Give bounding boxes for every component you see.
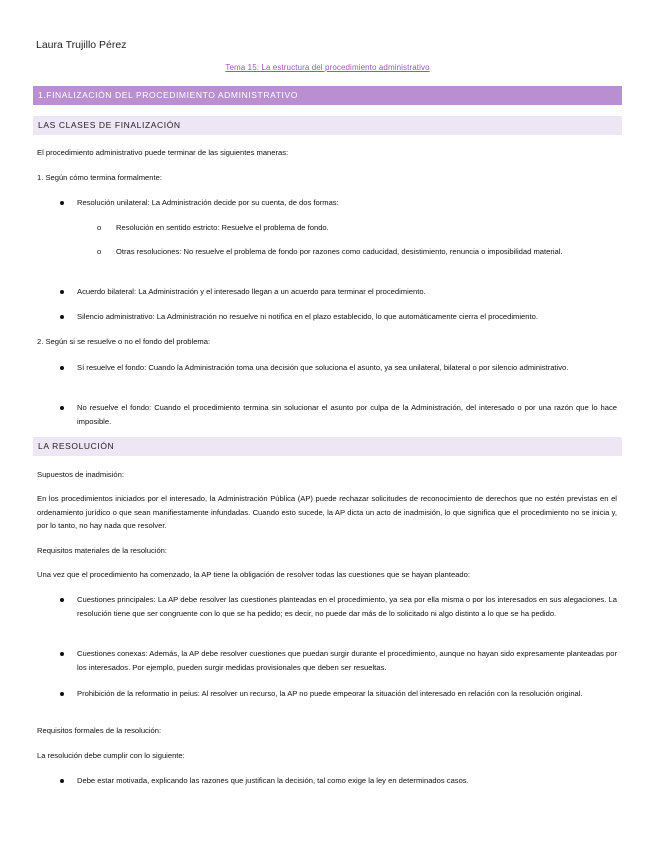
- bullet-no-resuelve: No resuelve el fondo: Cuando el procedimiento termina sin solucionar el asunto por culpa de la Administración, del interesado o por una razón que lo hace imposible.: [77, 403, 617, 426]
- bullet-icon: [60, 692, 64, 696]
- bullet-bilateral: Acuerdo bilateral: La Administración y el interesado llegan a un acuerdo para terminar el procedimiento.: [77, 287, 426, 296]
- bullet-icon: [60, 652, 64, 656]
- bullet-icon: [60, 779, 64, 783]
- sub-bullet-otras: Otras resoluciones: No resuelve el problema de fondo por razones como caducidad, desistimiento, renuncia o imposibilidad material.: [116, 247, 563, 256]
- document-title-link[interactable]: Tema 15: La estructura del procedimiento administrativo: [225, 63, 430, 72]
- bullet-reformatio: Prohibición de la reformatio in peius: Al resolver un recurso, la AP no puede empeorar la situación del interesado en relación con la resolución original.: [77, 689, 583, 698]
- inadmision-title: Supuestos de inadmisión:: [37, 470, 124, 479]
- sub-bullet-estricto: Resolución en sentido estricto: Resuelve el problema de fondo.: [116, 223, 329, 232]
- bullet-conexas: Cuestiones conexas: Además, la AP debe resolver cuestiones que puedan surgir durante el procedimiento, aunque no hayan sido expresamente planteadas por los interesados. Por ejemplo, pueden surgir medidas provisionales que deben ser resueltas.: [77, 649, 617, 672]
- bullet-icon: [60, 290, 64, 294]
- formales-title: Requisitos formales de la resolución:: [37, 726, 162, 735]
- bullet-unilateral: Resolución unilateral: La Administración decide por su cuenta, de dos formas:: [77, 198, 339, 207]
- subheading-clases-finalizacion: LAS CLASES DE FINALIZACIÓN: [33, 116, 622, 135]
- bullet-silencio: Silencio administrativo: La Administración no resuelve ni notifica en el plazo establecido, lo que automáticamente cierra el procedimiento.: [77, 312, 538, 321]
- group-title-fondo: 2. Según si se resuelve o no el fondo del problema:: [37, 337, 211, 346]
- bullet-icon: [60, 315, 64, 319]
- materiales-intro: Una vez que el procedimiento ha comenzado, la AP tiene la obligación de resolver todas las cuestiones que se hayan planteado:: [37, 570, 470, 579]
- bullet-icon: [60, 201, 64, 205]
- paragraph-intro: El procedimiento administrativo puede terminar de las siguientes maneras:: [37, 148, 289, 157]
- formales-intro: La resolución debe cumplir con lo siguiente:: [37, 751, 185, 760]
- bullet-icon: [60, 406, 64, 410]
- bullet-motivada: Debe estar motivada, explicando las razones que justifican la decisión, tal como exige la ley en determinados casos.: [77, 776, 469, 785]
- materiales-title: Requisitos materiales de la resolución:: [37, 546, 168, 555]
- bullet-icon: [60, 366, 64, 370]
- author-name: Laura Trujillo Pérez: [36, 39, 127, 51]
- bullet-principales: Cuestiones principales: La AP debe resolver las cuestiones planteadas en el procedimiento, ya sea por ella misma o por los interesados en sus alegaciones. La resolución tiene que ser congruente con lo que se ha pedido; es decir, no puede dar más de lo solicitado ni algo distinto a lo que se ha pedido.: [77, 595, 617, 618]
- bullet-icon: [60, 598, 64, 602]
- sub-bullet-icon: o: [97, 247, 102, 256]
- section-heading-finalizacion: 1.FINALIZACIÓN DEL PROCEDIMIENTO ADMINISTRATIVO: [33, 86, 622, 105]
- bullet-si-resuelve: Sí resuelve el fondo: Cuando la Administración toma una decisión que soluciona el asunto, ya sea unilateral, bilateral o por silencio administrativo.: [77, 363, 569, 372]
- subheading-la-resolucion: LA RESOLUCIÓN: [33, 437, 622, 456]
- group-title-formal: 1. Según cómo termina formalmente:: [37, 173, 162, 182]
- sub-bullet-icon: o: [97, 223, 102, 232]
- inadmision-paragraph: En los procedimientos iniciados por el interesado, la Administración Pública (AP) puede rechazar solicitudes de reconocimiento de derechos que no estén previstas en el ordenamiento jurídico o que sean manifiestamente infundadas. Cuando esto sucede, la AP dicta un acto de inadmisión, lo que significa que el procedimiento no se inicia y, por lo tanto, no hay nada que resolver.: [37, 494, 617, 530]
